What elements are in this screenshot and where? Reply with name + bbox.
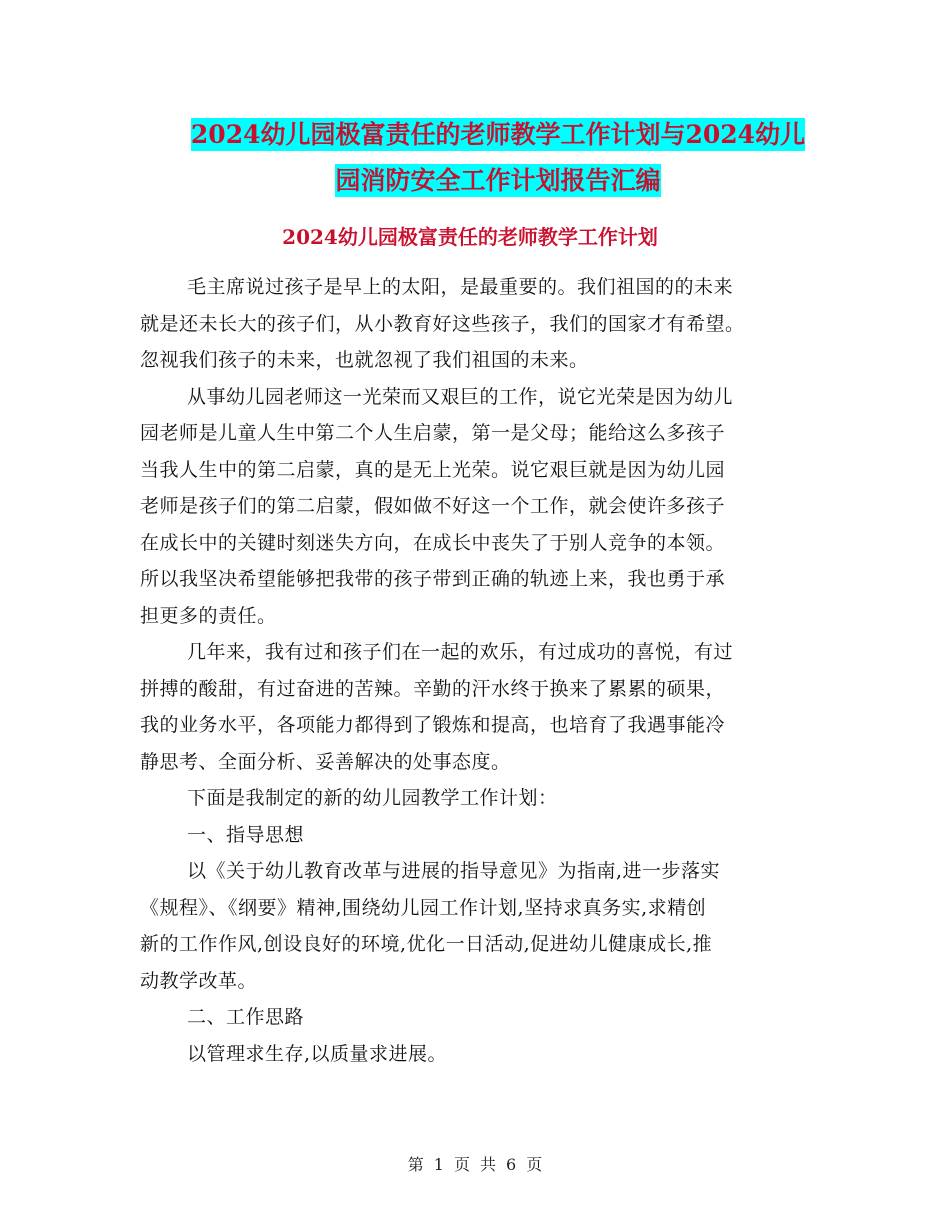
paragraph [140,634,810,780]
paragraph [140,853,810,999]
paragraph-line: 在成长中的关键时刻迷失方向，在成长中丧失了于别人竞争的本领。 [140,531,726,554]
document-title-line-2: 园消防安全工作计划报告汇编 [335,166,661,195]
document-title [140,112,856,204]
paragraph [140,999,810,1036]
page-footer [0,1152,950,1175]
paragraph [140,780,810,817]
footer-total-pages: 6 [506,1155,517,1174]
paragraph-line: 《规程》、《纲要》精神,围绕幼儿园工作计划,坚持求真务实,求精创 [140,896,707,919]
paragraph-line: 以管理求生存,以质量求进展。 [187,1042,448,1065]
paragraph [140,817,810,854]
paragraph-line: 新的工作作风,创设良好的环境,优化一日活动,促进幼儿健康成长,推 [140,933,713,955]
paragraph-line: 所以我坚决希望能够把我带的孩子带到正确的轨迹上来，我也勇于承 [140,568,726,590]
paragraph-line: 从事幼儿园老师这一光荣而又艰巨的工作，说它光荣是因为幼儿 [187,385,734,408]
footer-total-label: 共 [480,1155,497,1174]
paragraph-line: 动教学改革。 [140,969,258,992]
paragraph-line: 忽视我们孩子的未来，也就忽视了我们祖国的未来。 [140,349,589,371]
section-title: 2024幼儿园极富责任的老师教学工作计划 [282,225,658,249]
paragraph-line: 几年来，我有过和孩子们在一起的欢乐，有过成功的喜悦，有过 [187,641,734,663]
document-title-line-1: 2024幼儿园极富责任的老师教学工作计划与2024幼儿 [190,120,806,149]
paragraph-line: 老师是孩子们的第二启蒙，假如做不好这一个工作，就会使许多孩子 [140,495,726,517]
paragraph-line: 二、工作思路 [187,1006,305,1028]
paragraph-line: 我的业务水平，各项能力都得到了锻炼和提高，也培育了我遇事能冷 [140,714,726,736]
footer-suffix: 页 [526,1155,543,1174]
footer-page-number: 1 [433,1155,444,1174]
document-body [140,269,810,1072]
paragraph-line: 静思考、全面分析、妥善解决的处事态度。 [140,750,511,773]
paragraph-line: 当我人生中的第二启蒙，真的是无上光荣。说它艰巨就是因为幼儿园 [140,458,726,481]
paragraph [140,269,810,379]
paragraph-line: 担更多的责任。 [140,604,277,627]
paragraph-line: 一、指导思想 [187,823,305,846]
paragraph-line: 下面是我制定的新的幼儿园教学工作计划： [187,787,558,809]
paragraph-line: 就是还未长大的孩子们，从小教育好这些孩子，我们的国家才有希望。 [140,312,745,335]
paragraph-line: 以《关于幼儿教育改革与进展的指导意见》为指南,进一步落实 [187,860,721,882]
paragraph-line: 拼搏的酸甜，有过奋进的苦辣。辛勤的汗水终于换来了累累的硕果， [140,677,726,700]
footer-page-unit: 页 [453,1155,470,1174]
paragraph [140,379,810,635]
paragraph [140,1036,810,1073]
paragraph-line: 园老师是儿童人生中第二个人生启蒙，第一是父母；能给这么多孩子 [140,422,726,444]
paragraph-line: 毛主席说过孩子是早上的太阳，是最重要的。我们祖国的的未来 [187,276,734,298]
footer-prefix: 第 [407,1155,424,1174]
